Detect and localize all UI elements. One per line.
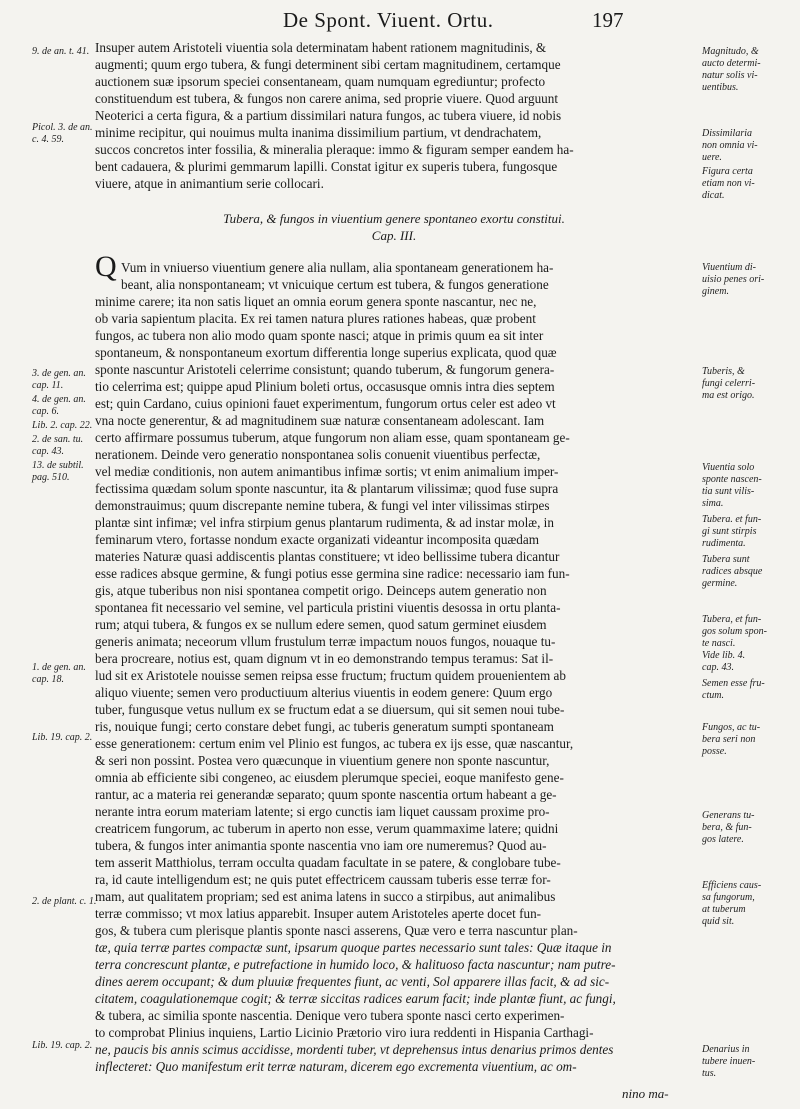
margin-note: uentibus.: [702, 82, 739, 93]
text-line: augmenti; quum ergo tubera, & fungi determinent sibi certam magnitudinem, certamque: [95, 57, 561, 72]
chapter-label: Cap. III.: [371, 228, 417, 243]
margin-note: etiam non vi-: [702, 178, 755, 189]
text-line: ne, paucis bis annis scimus accidisse, mordenti tuber, vt deprehensus intus denarius primos dentes: [95, 1042, 614, 1057]
text-line: gis, atque tuberibus non nisi spontanea competit origo. Deinceps autem generatio non: [95, 583, 547, 598]
text-line: materies Naturæ quasi addiscentis plantas constituere; vt ideo bellissime tubera dicantur: [95, 549, 560, 564]
margin-note: Generans tu-: [702, 810, 755, 821]
margin-note: tubere inuen-: [702, 1056, 756, 1067]
text-line: creatricem fungorum, ac tuberum in aperto non esse, verum quammaxime latere; quidni: [95, 821, 559, 836]
margin-note: gi sunt stirpis: [702, 526, 757, 537]
text-line: spontaneum, & nonspontaneum exortum differentia longe superius explicata, quod quæ: [95, 345, 557, 360]
margin-note: Efficiens caus-: [702, 880, 762, 891]
text-line: mam, aut qualitatem propriam; sed est anima latens in succo a stirpibus, aut animalibus: [95, 889, 556, 904]
margin-note: 9. de an. t. 41.: [32, 46, 90, 57]
margin-note: Picol. 3. de an.: [32, 122, 93, 133]
text-line: tæ, quia terræ partes compactæ sunt, ipsarum quoque partes necessario sunt tales: Quæ itaque in: [95, 940, 612, 955]
page-number: 197: [592, 8, 624, 32]
margin-note: Figura certa: [702, 166, 753, 177]
text-line: ra, id caute intelligendum est; ne quis putet effectricem caussam tuberis esse terræ for-: [95, 872, 551, 887]
text-line: beant, alia nonspontaneam; vt vnicuique certum est tubera, & fungos generatione: [121, 277, 549, 292]
text-line: vna nocte generentur, & ad magnitudinem suæ naturæ consentaneam adolescant. Iam: [95, 413, 545, 428]
margin-note: germine.: [702, 578, 738, 589]
margin-note: natur solis vi-: [702, 70, 758, 81]
margin-note: bera seri non: [702, 734, 756, 745]
text-line: bera procreare, notius est, quam dignum vt in eo demonstrando tempus teramus: Sat il-: [95, 651, 554, 666]
text-line: ris, nouique fungi; certo constare debet fungi, ac tuberis generatum sumpti spontaneam: [95, 719, 554, 734]
margin-note: non omnia vi-: [702, 140, 758, 151]
margin-note: radices absque: [702, 566, 763, 577]
text-line: sponte nascuntur Aristoteli celerrime consistunt; quando tuberum, & fungorum genera-: [95, 362, 555, 377]
margin-note: 2. de plant. c. 1.: [32, 896, 97, 907]
margin-note: cap. 11.: [32, 380, 64, 391]
text-line: succos concretos inter fossilia, & mineralia pleraque: immo & figuram semper eandem ha-: [95, 142, 574, 157]
text-line: citatem, coagulationemque cogit; & terræ siccitas radices earum facit; inde plantæ fiunt, ac fungi,: [95, 991, 616, 1006]
text-line: fectissima quædam solum sponte nascuntur, ita & plantarum vilissimæ; quod fuse supra: [95, 481, 559, 496]
drop-cap: Q: [95, 250, 117, 283]
text-line: auctionem suæ ipsorum speciei consentaneam, quam numquam egrediuntur; profecto: [95, 74, 546, 89]
text-line: ob varia sapientum placita. Ex rei tamen natura plures rationes habeas, quæ probent: [95, 311, 536, 326]
text-line: lud sit ex Aristotele nouisse semen reipsa esse fructum; fructum quidem prouenientem ab: [95, 668, 566, 683]
text-line: minime carere; ita non satis liquet an omnia eorum genera sponte nascantur, nec ne,: [95, 294, 537, 309]
left-margin-notes: [0, 0, 97, 1109]
text-line: plantæ sint infimæ; vel infra stirpium genus plantarum rudimenta, & ad instar molæ, in: [95, 515, 554, 530]
text-line: tubera, & fungos inter animantia sponte nascentia vno iam ore numeremus? Quod au-: [95, 838, 547, 853]
text-line: certo affirmare possumus tuberum, atque fungorum non aliam esse, quam spontaneam ge-: [95, 430, 570, 445]
text-line: rantur, ac a materia rei generandæ separato; quum sponte nascentia ortum habeant a ge-: [95, 787, 557, 802]
text-line: & tubera, ac similia sponte nascentia. Denique vero tubera sponte nasci certo experimen-: [95, 1008, 565, 1023]
margin-note: cap. 43.: [32, 446, 64, 457]
text-line: terra concrescunt plantæ, e putrefactione in humido loco, & halituoso facta nascuntur; nam putre-: [95, 957, 616, 972]
text-line: gos, & tubera cum plerisque plantis sponte nasci asserens, Quæ vero e terra nascuntur plan-: [95, 923, 578, 938]
text-line: dines aerem occupant; & dum pluuiæ frequentes fiunt, ac venti, Sol apparere illas facit, & ad sic-: [95, 974, 610, 989]
text-line: viuere, atque in animantium serie collocari.: [95, 176, 324, 191]
text-line: tuber, fungusque vetus nullum ex se fructum edat a se diuersum, qui sit semen noui tube-: [95, 702, 565, 717]
text-line: rum; atqui tubera, & fungos ex se nullum edere semen, quod satum germinet eiusdem: [95, 617, 547, 632]
margin-note: pag. 510.: [32, 472, 70, 483]
margin-note: Semen esse fru-: [702, 678, 765, 689]
margin-note: 13. de subtil.: [32, 460, 84, 471]
margin-note: sa fungorum,: [702, 892, 755, 903]
margin-note: gos solum spon-: [702, 626, 768, 637]
text-line: & seri non possint. Postea vero quæcunque in viuentium genere non sponte nascuntur,: [95, 753, 550, 768]
text-line: esse generationem: certum enim vel Plinio est fungos, ac tubera ex ijs esse, quæ nascantur,: [95, 736, 574, 751]
text-line: Vum in vniuerso viuentium genere alia nullam, alia spontaneam generationem ha-: [121, 260, 554, 275]
margin-note: Magnitudo, &: [702, 46, 759, 57]
margin-note: cap. 43.: [702, 662, 734, 673]
catchword: nino ma-: [622, 1086, 669, 1101]
text-line: esse radices absque germine, & fungi potius esse germina sine radice: necessario iam fun-: [95, 566, 570, 581]
text-line: Insuper autem Aristoteli viuentia sola determinatam habent rationem magnitudinis, &: [95, 40, 547, 55]
margin-note: Lib. 2. cap. 22.: [32, 420, 93, 431]
margin-note: cap. 6.: [32, 406, 59, 417]
margin-note: dicat.: [702, 190, 725, 201]
margin-note: 1. de gen. an.: [32, 662, 86, 673]
margin-note: Tubera sunt: [702, 554, 750, 565]
margin-note: tia sunt vilis-: [702, 486, 755, 497]
margin-note: uere.: [702, 152, 722, 163]
margin-note: fungi celerri-: [702, 378, 756, 389]
text-line: fungos, ac tubera non alio modo quam sponte nasci; atque in primis quum ea sit inter: [95, 328, 544, 343]
text-line: feminarum vtero, fortasse nondum exacte organizati videantur incomposita quædam: [95, 532, 539, 547]
margin-note: Viuentia solo: [702, 462, 755, 473]
margin-note: sima.: [702, 498, 724, 509]
margin-note: uisio penes ori-: [702, 274, 765, 285]
margin-note: Viuentium di-: [702, 262, 756, 273]
margin-note: ma est origo.: [702, 390, 755, 401]
text-line: nerante intra eorum materiam latente; si ergo cunctis iam liquet caussam proxime pro-: [95, 804, 550, 819]
margin-note: tus.: [702, 1068, 717, 1079]
text-line: tem asserit Matthiolus, terram occulta quadam facultate in se patere, & conglobare tube-: [95, 855, 561, 870]
text-line: est; quin Cardano, cuius opinioni fauet experimentum, fungorum ortus celer est adeo vt: [95, 396, 556, 411]
margin-note: Vide lib. 4.: [702, 650, 746, 661]
text-line: tio celerrima est; quippe apud Plinium boleti ortus, occasusque omnis intra dies septem: [95, 379, 555, 394]
margin-note: te nasci.: [702, 638, 736, 649]
text-line: vel mediæ conditionis, non autem animantibus infimæ sortis; vt enim animalium imper-: [95, 464, 559, 479]
text-line: Neoterici a certa figura, & a partium dissimilari natura fungos, ac tubera viuere, id nobis: [95, 108, 562, 123]
margin-note: ctum.: [702, 690, 724, 701]
text-line: nerationem. Deinde vero generatio nonspontanea solis conuenit viuentibus perfectæ,: [95, 447, 541, 462]
margin-note: Lib. 19. cap. 2.: [32, 732, 93, 743]
right-margin-notes: [698, 0, 800, 1109]
running-title: De Spont. Viuent. Ortu.: [283, 8, 494, 32]
margin-note: gos latere.: [702, 834, 744, 845]
text-line: bent cadauera, & plurimi gemmarum lapilli. Constat igitur ex superis tubera, fungosque: [95, 159, 558, 174]
margin-note: 2. de san. tu.: [32, 434, 84, 445]
margin-note: cap. 18.: [32, 674, 64, 685]
text-line: inflecteret: Quo manifestum erit terræ naturam, dicerem ego excrementa viuentium, ac om-: [95, 1059, 577, 1074]
margin-note: Tuberis, &: [702, 366, 745, 377]
text-line: terræ commisso; vt mox latius apparebit. Insuper autem Aristoteles aperte docet fun-: [95, 906, 542, 921]
margin-note: aucto determi-: [702, 58, 761, 69]
section-heading: Tubera, & fungos in viuentium genere spontaneo exortu constitui.: [223, 211, 565, 226]
margin-note: rudimenta.: [702, 538, 746, 549]
text-line: to comprobat Plinius inquiens, Lartio Licinio Prætorio viro iura reddenti in Hispania Carthagi-: [95, 1025, 594, 1040]
text-line: minime recipitur, qui nouimus multa inanima dissimilium partium, vt dendrachatem,: [95, 125, 542, 140]
text-line: omnia ab efficiente sibi congeneo, ac eiusdem plerumque speciei, eoque manifesto gene-: [95, 770, 564, 785]
margin-note: Tubera. et fun-: [702, 514, 762, 525]
text-line: demonstrauimus; quum discrepante nemine tubera, & fungi vel inter vilissimas stirpes: [95, 498, 550, 513]
page-header: [0, 2, 800, 38]
margin-note: Dissimilaria: [702, 128, 753, 139]
margin-note: Fungos, ac tu-: [702, 722, 761, 733]
text-line: constituendum est tubera, & fungos non carere anima, sed proprie viuere. Quod arguunt: [95, 91, 559, 106]
margin-note: 4. de gen. an.: [32, 394, 86, 405]
margin-note: Tubera, et fun-: [702, 614, 762, 625]
margin-note: posse.: [702, 746, 727, 757]
margin-note: 3. de gen. an.: [32, 368, 86, 379]
text-line: aliquo viuente; semen vero productiuum alterius viuentis in eodem genere: Quum ergo: [95, 685, 553, 700]
margin-note: c. 4. 59.: [32, 134, 64, 145]
margin-note: at tuberum: [702, 904, 746, 915]
margin-note: Denarius in: [702, 1044, 750, 1055]
text-line: generis animata; neceorum vllum frustulum terræ impactum nouos fungos, nouaque tu-: [95, 634, 556, 649]
text-line: spontanea fit necessario vel semine, vel particula pristini viuentis desossa in ortu planta-: [95, 600, 561, 615]
margin-note: Lib. 19. cap. 2.: [32, 1040, 93, 1051]
margin-note: ginem.: [702, 286, 729, 297]
margin-note: quid sit.: [702, 916, 735, 927]
margin-note: sponte nascen-: [702, 474, 762, 485]
margin-note: bera, & fun-: [702, 822, 752, 833]
